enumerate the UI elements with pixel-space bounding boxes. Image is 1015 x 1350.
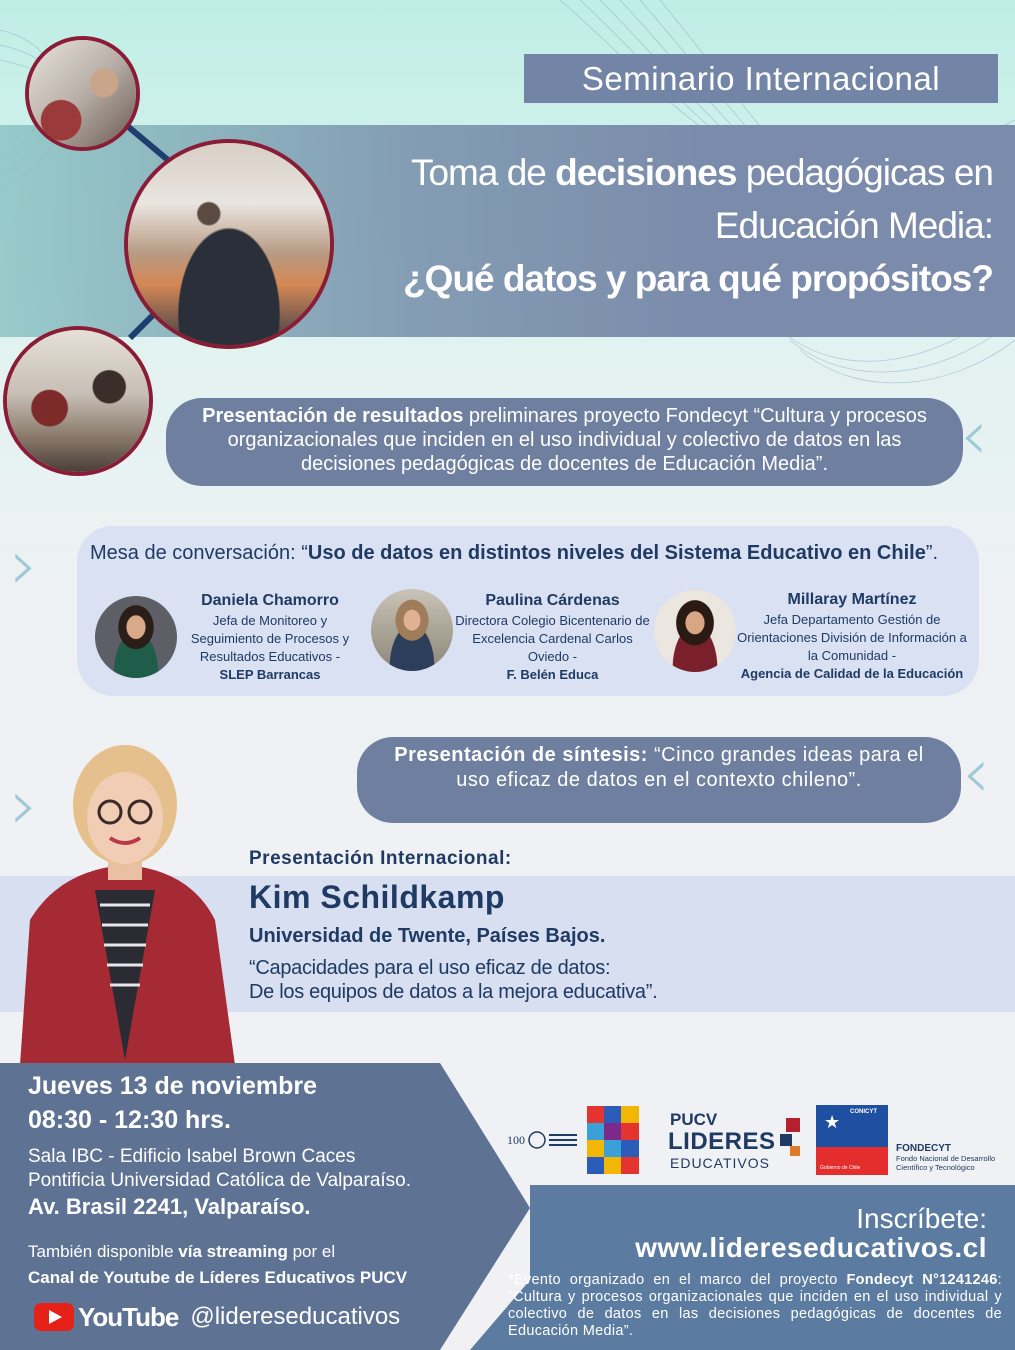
fondecyt-sub2: Científico y Tecnológico bbox=[896, 1163, 975, 1172]
streaming-info bbox=[28, 1242, 335, 1262]
photo-meeting bbox=[25, 36, 140, 151]
talk-title-line1: “Capacidades para el uso eficaz de datos: bbox=[249, 957, 611, 979]
pucv-100-logo bbox=[507, 1124, 579, 1158]
results-presentation-box bbox=[166, 398, 963, 486]
panel-label: Mesa de conversación: “ bbox=[90, 542, 308, 564]
footnote-project-id: Fondecyt N°1241246 bbox=[846, 1272, 998, 1288]
streaming-emphasis: vía streaming bbox=[178, 1242, 288, 1261]
speaker-name: Millaray Martínez bbox=[787, 591, 917, 608]
page-title-line3: ¿Qué datos y para qué propósitos? bbox=[403, 258, 993, 299]
streaming-text: por el bbox=[287, 1242, 336, 1261]
svg-text:100: 100 bbox=[507, 1133, 525, 1147]
chevron-right-icon: › bbox=[10, 524, 38, 606]
page-title-line1 bbox=[411, 152, 993, 194]
synthesis-presentation-label: Presentación de síntesis: bbox=[394, 744, 648, 766]
logo-lideres-text: LIDERES bbox=[668, 1128, 776, 1155]
title-text: Toma de bbox=[410, 152, 556, 193]
results-presentation-label: Presentación de resultados bbox=[202, 405, 464, 427]
speaker-photo-daniela bbox=[95, 596, 177, 678]
fondecyt-logo bbox=[896, 1143, 1006, 1177]
event-footnote bbox=[508, 1272, 1002, 1340]
youtube-handle[interactable]: @lidereseducativos bbox=[190, 1303, 401, 1330]
chevron-left-icon: ‹ bbox=[960, 394, 988, 476]
conicyt-text: CONICYT bbox=[850, 1109, 877, 1115]
panel-title-end: ”. bbox=[925, 542, 939, 564]
star-icon: ★ bbox=[824, 1112, 841, 1132]
speaker-university: Universidad de Twente, Países Bajos. bbox=[249, 925, 606, 947]
speaker-org: F. Belén Educa bbox=[506, 667, 599, 682]
youtube-link[interactable] bbox=[34, 1300, 400, 1334]
chevron-right-icon: › bbox=[10, 764, 38, 846]
synthesis-presentation-text: “Cinco grandes ideas para el uso eficaz de datos en el contexto chileno”. bbox=[456, 744, 924, 791]
event-address: Av. Brasil 2241, Valparaíso. bbox=[28, 1194, 311, 1219]
footnote-text: *Evento organizado en el marco del proyecto bbox=[508, 1272, 847, 1288]
event-date: Jueves 13 de noviembre bbox=[28, 1072, 318, 1100]
page-title-line2: Educación Media: bbox=[714, 205, 993, 246]
logo-squares-icon bbox=[780, 1118, 802, 1164]
results-presentation-text: preliminares proyecto Fondecyt “Cultura y procesos organizacionales que inciden en el uso individual y colectivo de datos en las decisiones pedagógicas de docentes de Educación Media”. bbox=[227, 405, 927, 475]
logo-educativos-text: EDUCATIVOS bbox=[670, 1155, 770, 1171]
speaker-org: SLEP Barrancas bbox=[219, 667, 321, 682]
register-url-link[interactable]: www.lidereseducativos.cl bbox=[635, 1232, 987, 1263]
speaker-role: Jefa Departamento Gestión de Orientaciones División de Información a la Comunidad - bbox=[737, 612, 967, 663]
synthesis-presentation-box bbox=[357, 737, 961, 823]
event-time: 08:30 - 12:30 hrs. bbox=[28, 1106, 231, 1134]
venue-line1: Sala IBC - Edificio Isabel Brown Caces bbox=[28, 1146, 356, 1167]
speaker-org: Agencia de Calidad de la Educación bbox=[740, 666, 964, 681]
conicyt-logo bbox=[816, 1105, 888, 1175]
talk-title-line2: De los equipos de datos a la mejora educativa”. bbox=[249, 981, 658, 1003]
footnote-text: : “Cultura y procesos organizacionales que inciden en el uso individual y colectivo de datos en las decisiones pedagógicas de docentes de Educación Media”. bbox=[508, 1272, 1002, 1339]
streaming-channel: Canal de Youtube de Líderes Educativos PUCV bbox=[28, 1268, 408, 1287]
lideres-educativos-logo bbox=[668, 1110, 808, 1172]
photo-classroom bbox=[124, 139, 334, 349]
mosaic-logo bbox=[587, 1106, 639, 1174]
gobierno-text: Gobierno de Chile bbox=[820, 1165, 861, 1171]
speaker-role: Jefa de Monitoreo y Seguimiento de Procesos y Resultados Educativos - bbox=[190, 613, 350, 664]
speaker-name: Daniela Chamorro bbox=[201, 592, 339, 609]
speaker-name-kim: Kim Schildkamp bbox=[249, 879, 505, 915]
talk-title bbox=[249, 956, 657, 1004]
title-text: pedagógicas en bbox=[736, 152, 993, 193]
youtube-wordmark: YouTube bbox=[78, 1301, 179, 1332]
panel-title bbox=[90, 542, 938, 565]
venue-line2: Pontificia Universidad Católica de Valparaíso. bbox=[28, 1170, 412, 1191]
register-label: Inscríbete: bbox=[856, 1203, 987, 1234]
panel-topic: Uso de datos en distintos niveles del Sistema Educativo en Chile bbox=[307, 542, 926, 564]
international-label: Presentación Internacional: bbox=[249, 848, 512, 869]
speaker-photo-paulina bbox=[371, 589, 453, 671]
youtube-play-icon bbox=[34, 1303, 74, 1331]
fondecyt-text: FONDECYT bbox=[896, 1143, 951, 1154]
chevron-left-icon: ‹ bbox=[962, 732, 990, 814]
seminar-badge: Seminario Internacional bbox=[524, 54, 998, 103]
kim-portrait bbox=[0, 730, 250, 1065]
speaker-photo-millaray bbox=[654, 590, 736, 672]
speaker-name: Paulina Cárdenas bbox=[485, 592, 620, 609]
speaker-role: Directora Colegio Bicentenario de Excelencia Cardenal Carlos Oviedo - bbox=[455, 613, 650, 664]
title-emphasis: decisiones bbox=[555, 152, 737, 193]
streaming-text: También disponible bbox=[28, 1242, 179, 1261]
logo-pucv-text: PUCV bbox=[670, 1110, 718, 1129]
event-venue bbox=[28, 1145, 411, 1193]
fondecyt-sub1: Fondo Nacional de Desarrollo bbox=[896, 1154, 996, 1163]
photo-office bbox=[3, 326, 153, 476]
